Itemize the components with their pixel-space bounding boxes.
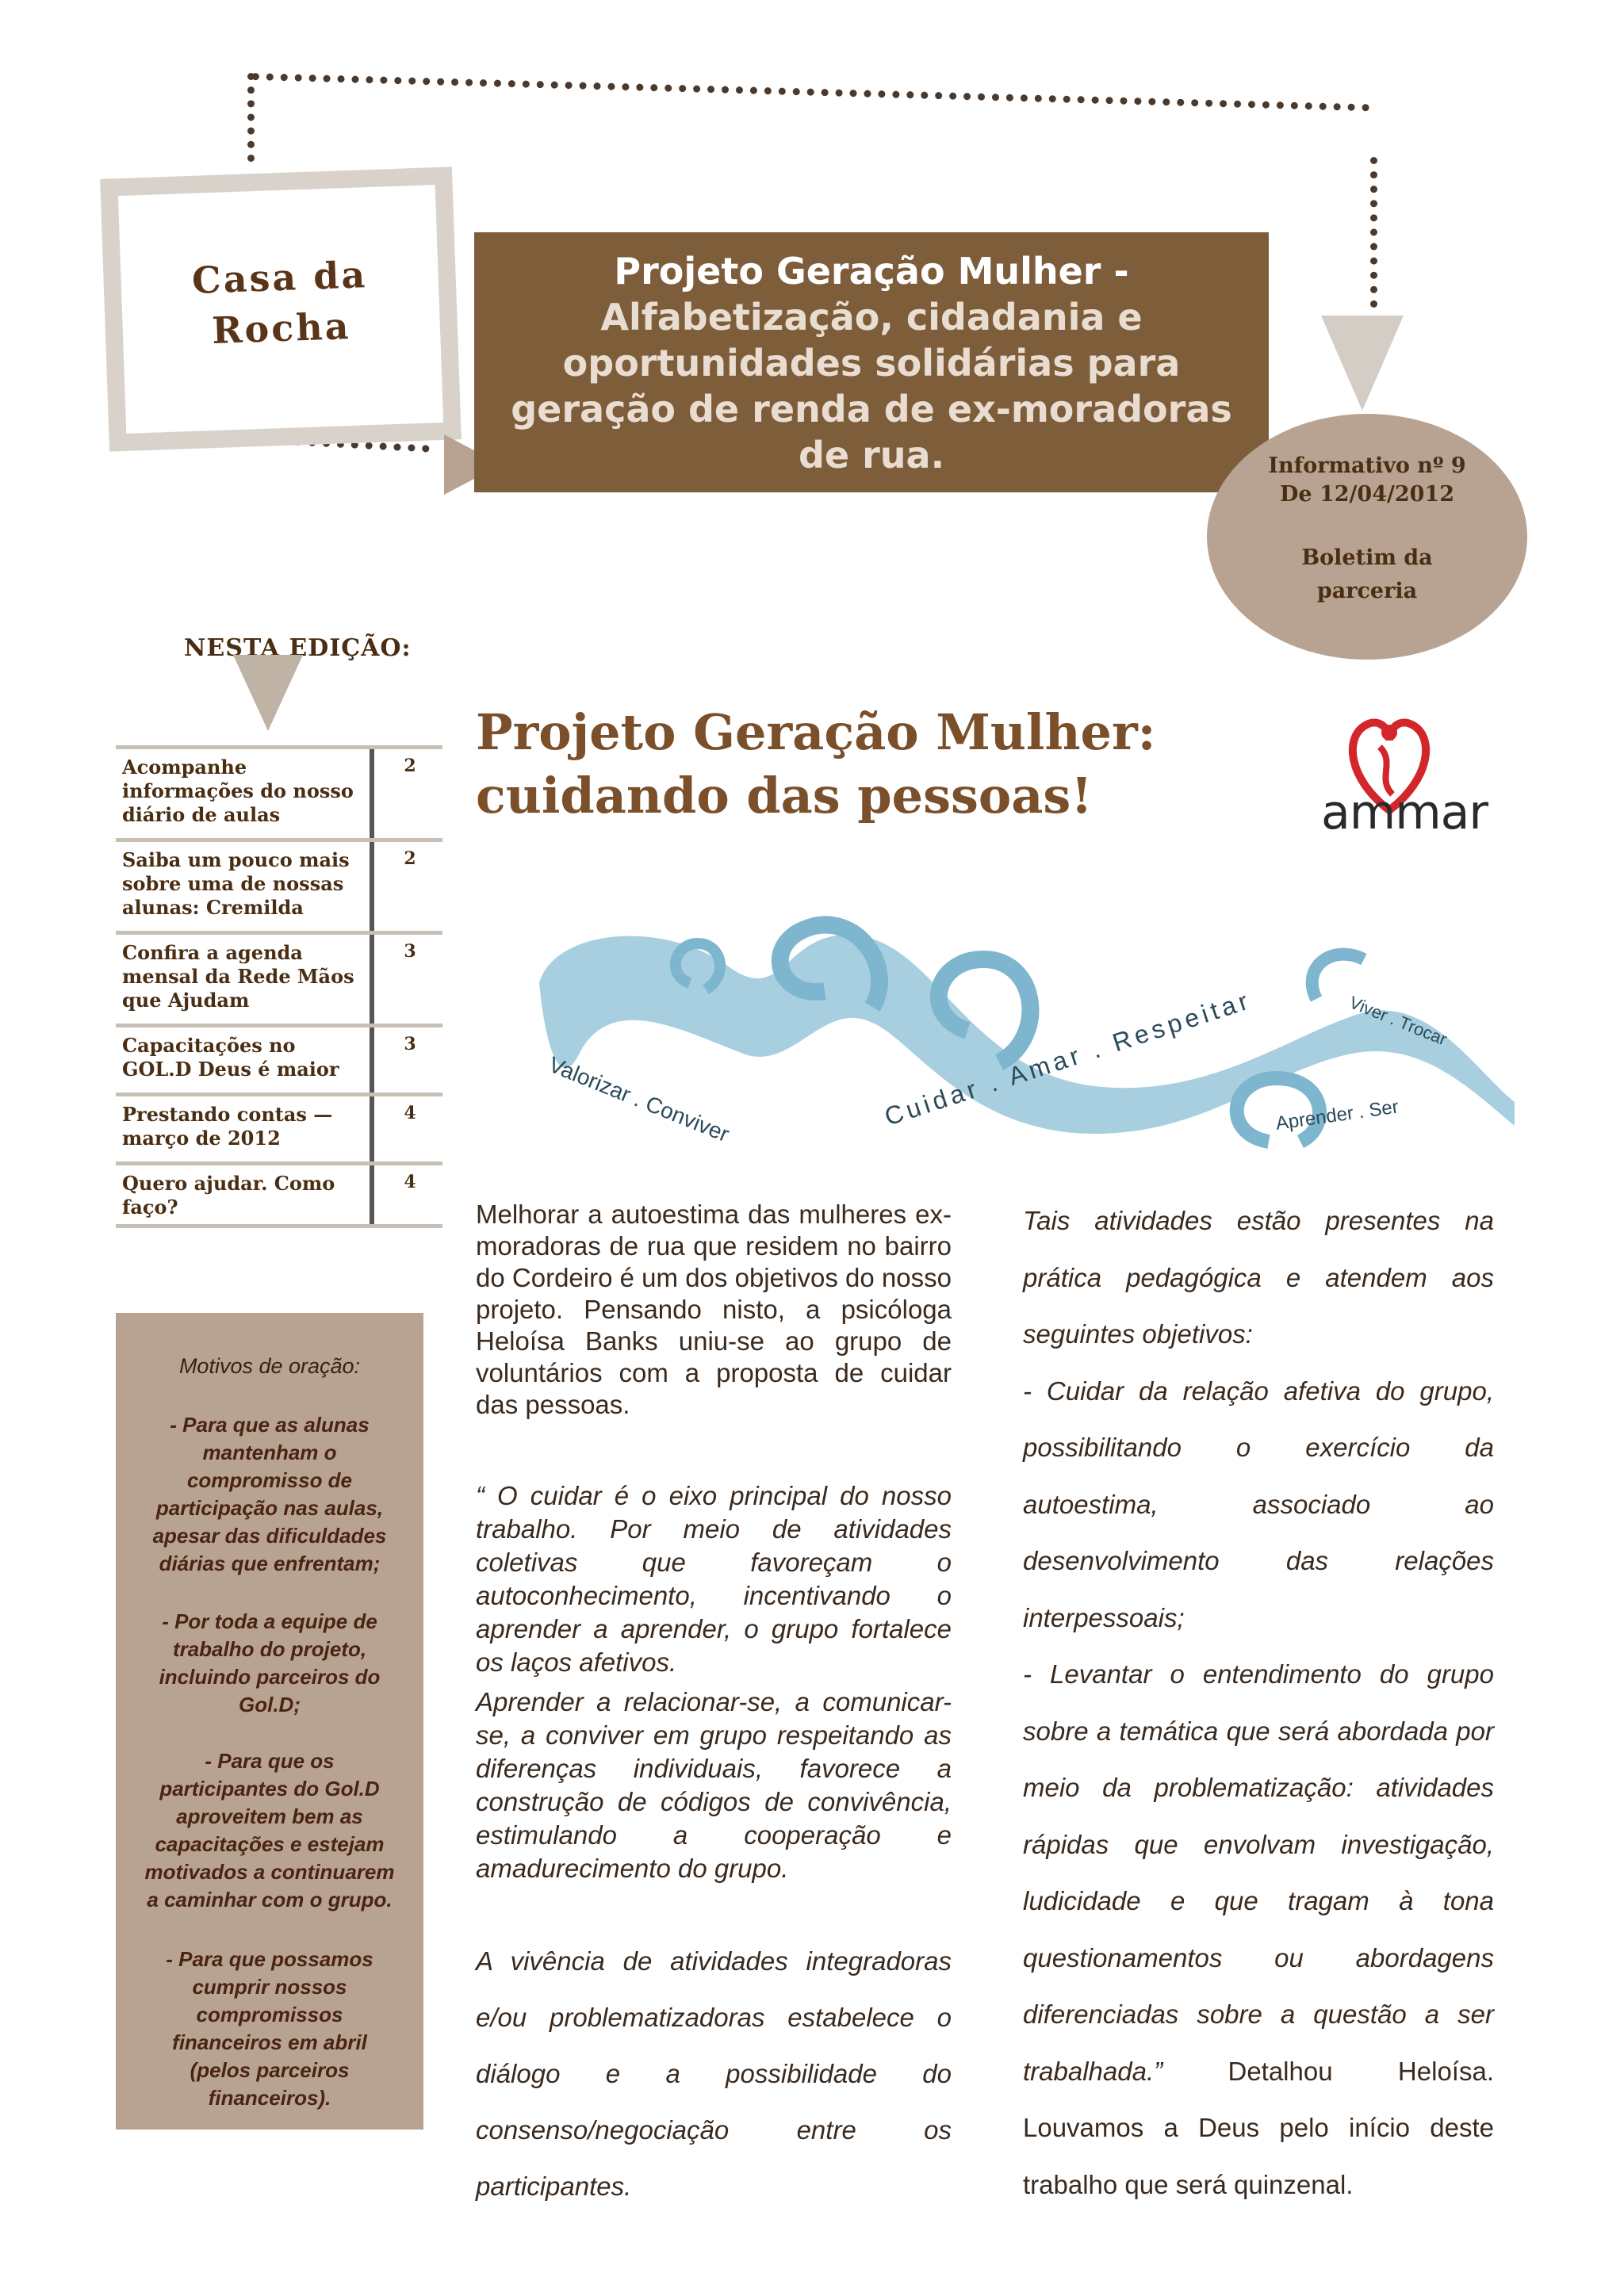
issue-date: De 12/04/2012 [1279, 482, 1454, 507]
toc-item[interactable]: Capacitações no GOL.D Deus é maior 3 [116, 1024, 442, 1093]
banner-title: Projeto Geração Mulher - Alfabetização, cidadania e oportunidades solidárias para geração de renda de ex-moradoras de rua. [511, 250, 1232, 476]
prayer-item: - Por toda a equipe de trabalho do projeto, incluindo parceiros do Gol.D; [159, 1609, 381, 1716]
prayer-item: - Para que os participantes do Gol.D aproveitem bem as capacitações e estejam motivados a continuarem a caminhar com o grupo. [144, 1749, 395, 1911]
toc-item[interactable]: Prestando contas — março de 2012 4 [116, 1093, 442, 1161]
arrow-down-icon [1321, 316, 1404, 411]
issue-number: Informativo nº 9 [1268, 453, 1466, 478]
arrow-down-icon [233, 655, 303, 731]
ammar-logo [1300, 691, 1488, 850]
wave-word: Valorizar . Conviver [545, 1051, 733, 1147]
article-paragraph: Melhorar a autoestima das mulheres ex-moradoras de rua que residem no bairro do Cordeiro é um dos objetivos do nosso projeto. Pensando nisto, a psicóloga Heloísa Banks uniu-se ao grupo de voluntários com a proposta de cuidar das pessoas. [476, 1200, 952, 1419]
wave-word: Cuidar . Amar . Respeitar [881, 985, 1255, 1131]
prayer-item: - Para que possamos cumprir nossos compromissos financeiros em abril (pelos parceiros financeiros). [166, 1947, 373, 2110]
toc-heading: NESTA EDIÇÃO: [184, 634, 412, 662]
toc-item[interactable]: Confira a agenda mensal da Rede Mãos que Ajudam 3 [116, 931, 442, 1024]
issue-badge [1207, 414, 1527, 660]
article-paragraph: A vivência de atividades integradoras e/ou problematizadoras estabelece o diálogo e a possibilidade do consenso/negociação entre os participantes. [476, 1946, 952, 2201]
dotted-connector [1370, 157, 1377, 308]
brand-logo-box [100, 166, 462, 451]
prayer-title: Motivos de oração: [178, 1354, 361, 1378]
table-of-contents [116, 745, 442, 1228]
prayer-box [116, 1313, 423, 2130]
brand-name: Casa da Rocha [191, 253, 369, 353]
toc-item[interactable]: Acompanhe informações do nosso diário de aulas 2 [116, 745, 442, 838]
article-quote: “ O cuidar é o eixo principal do nosso trabalho. Por meio de atividades coletivas que favoreçam o autoconhecimento, incentivando o aprender a aprender, o grupo fortalece os laços afetivos. Aprender a relacionar-se, a comunicar-se, a conviver em grupo respeitando as diferenças individuais, favorece a construção de códigos de convivência, estimulando a cooperação e amadurecimento do grupo. [476, 1481, 952, 1883]
issue-type: Boletim da [1301, 545, 1433, 570]
title-banner [474, 232, 1269, 492]
toc-item[interactable]: Quero ajudar. Como faço? 4 [116, 1161, 442, 1228]
prayer-item: - Para que as alunas mantenham o compromisso de participação nas aulas, apesar das dificuldades diárias que enfrentam; [152, 1413, 387, 1575]
ammar-logo-text: ammar [1321, 785, 1488, 840]
issue-type: parceria [1316, 579, 1418, 603]
dotted-connector [252, 73, 1370, 111]
wave-word: Aprender . Ser [1274, 1096, 1400, 1135]
dotted-connector [247, 73, 255, 162]
wave-word: Viver . Trocar [1346, 992, 1450, 1050]
toc-item[interactable]: Saiba um pouco mais sobre uma de nossas alunas: Cremilda 2 [116, 838, 442, 931]
article-column-2: Tais atividades estão presentes na prática pedagógica e atendem aos seguintes objetivos: - Cuidar da relação afetiva do grupo, possibilitando o exercício da autoestima, associado ao desenvolvimento das relações interpessoais; - Levantar o entendimento do grupo sobre a temática que será abordada por meio da problematização: atividades rápidas que envolvam investigação, ludicidade e que tragam à tona questionamentos ou abordagens diferenciadas sobre a questão a ser trabalhada.” Detalhou Heloísa. Louvamos a Deus pelo início deste trabalho que será quinzenal. [1023, 1206, 1494, 2199]
article-headline: Projeto Geração Mulher: cuidando das pessoas! [476, 703, 1156, 825]
wave-illustration [523, 896, 1522, 1197]
